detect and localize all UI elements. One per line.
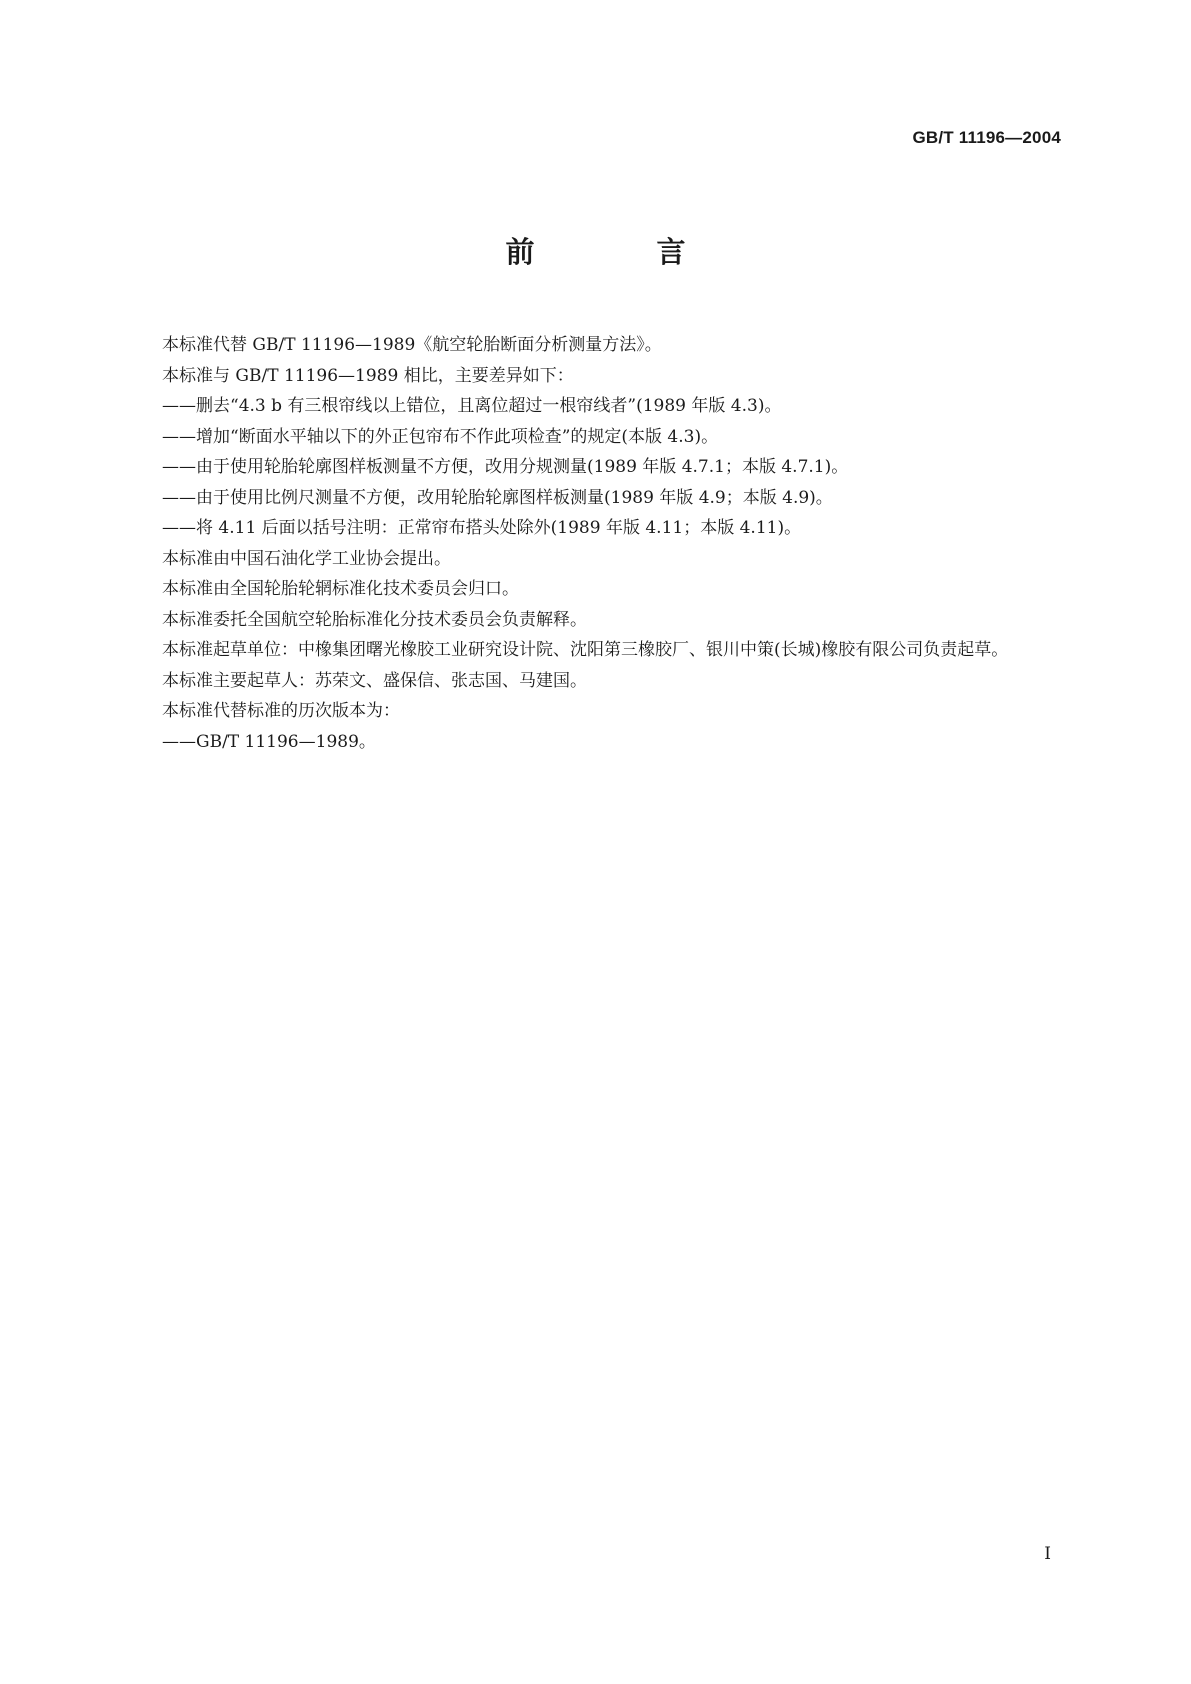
- paragraph-interpreted-by: 本标准委托全国航空轮胎标准化分技术委员会负责解释。: [162, 609, 587, 630]
- page-title: 前 言: [505, 235, 742, 269]
- standard-code: GB/T 11196—2004: [912, 128, 1061, 147]
- list-item-change-5: ——将 4.11 后面以括号注明：正常帘布搭头处除外(1989 年版 4.11；本版 4.11)。: [162, 518, 802, 538]
- paragraph-main-drafters: 本标准主要起草人：苏荣文、盛保信、张志国、马建国。: [162, 670, 587, 691]
- paragraph-drafting-units: 本标准起草单位：中橡集团曙光橡胶工业研究设计院、沈阳第三橡胶厂、银川中策(长城)橡胶有限公司负责起草。: [162, 640, 1009, 660]
- list-item-change-4: ——由于使用比例尺测量不方便，改用轮胎轮廓图样板测量(1989 年版 4.9；本版 4.9)。: [162, 487, 833, 508]
- paragraph-centralized-by: 本标准由全国轮胎轮辋标准化技术委员会归口。: [162, 579, 519, 599]
- paragraph-differences-intro: 本标准与 GB/T 11196—1989 相比，主要差异如下：: [162, 365, 574, 386]
- paragraph-supersedes: 本标准代替 GB/T 11196—1989《航空轮胎断面分析测量方法》。: [162, 335, 662, 355]
- list-item-change-3: ——由于使用轮胎轮廓图样板测量不方便，改用分规测量(1989 年版 4.7.1；本版 4.7.1)。: [162, 457, 849, 477]
- page-number: I: [1044, 1544, 1051, 1564]
- list-item-change-2: ——增加“断面水平轴以下的外正包帘布不作此项检查”的规定(本版 4.3)。: [162, 426, 719, 447]
- list-item-change-1: ——删去“4.3 b 有三根帘线以上错位，且离位超过一根帘线者”(1989 年版 4.3)。: [162, 396, 782, 416]
- list-item-previous-edition: ——GB/T 11196—1989。: [162, 731, 376, 752]
- foreword-body: [128, 330, 1060, 757]
- paragraph-proposed-by: 本标准由中国石油化学工业协会提出。: [162, 548, 451, 569]
- paragraph-previous-editions: 本标准代替标准的历次版本为：: [162, 701, 400, 721]
